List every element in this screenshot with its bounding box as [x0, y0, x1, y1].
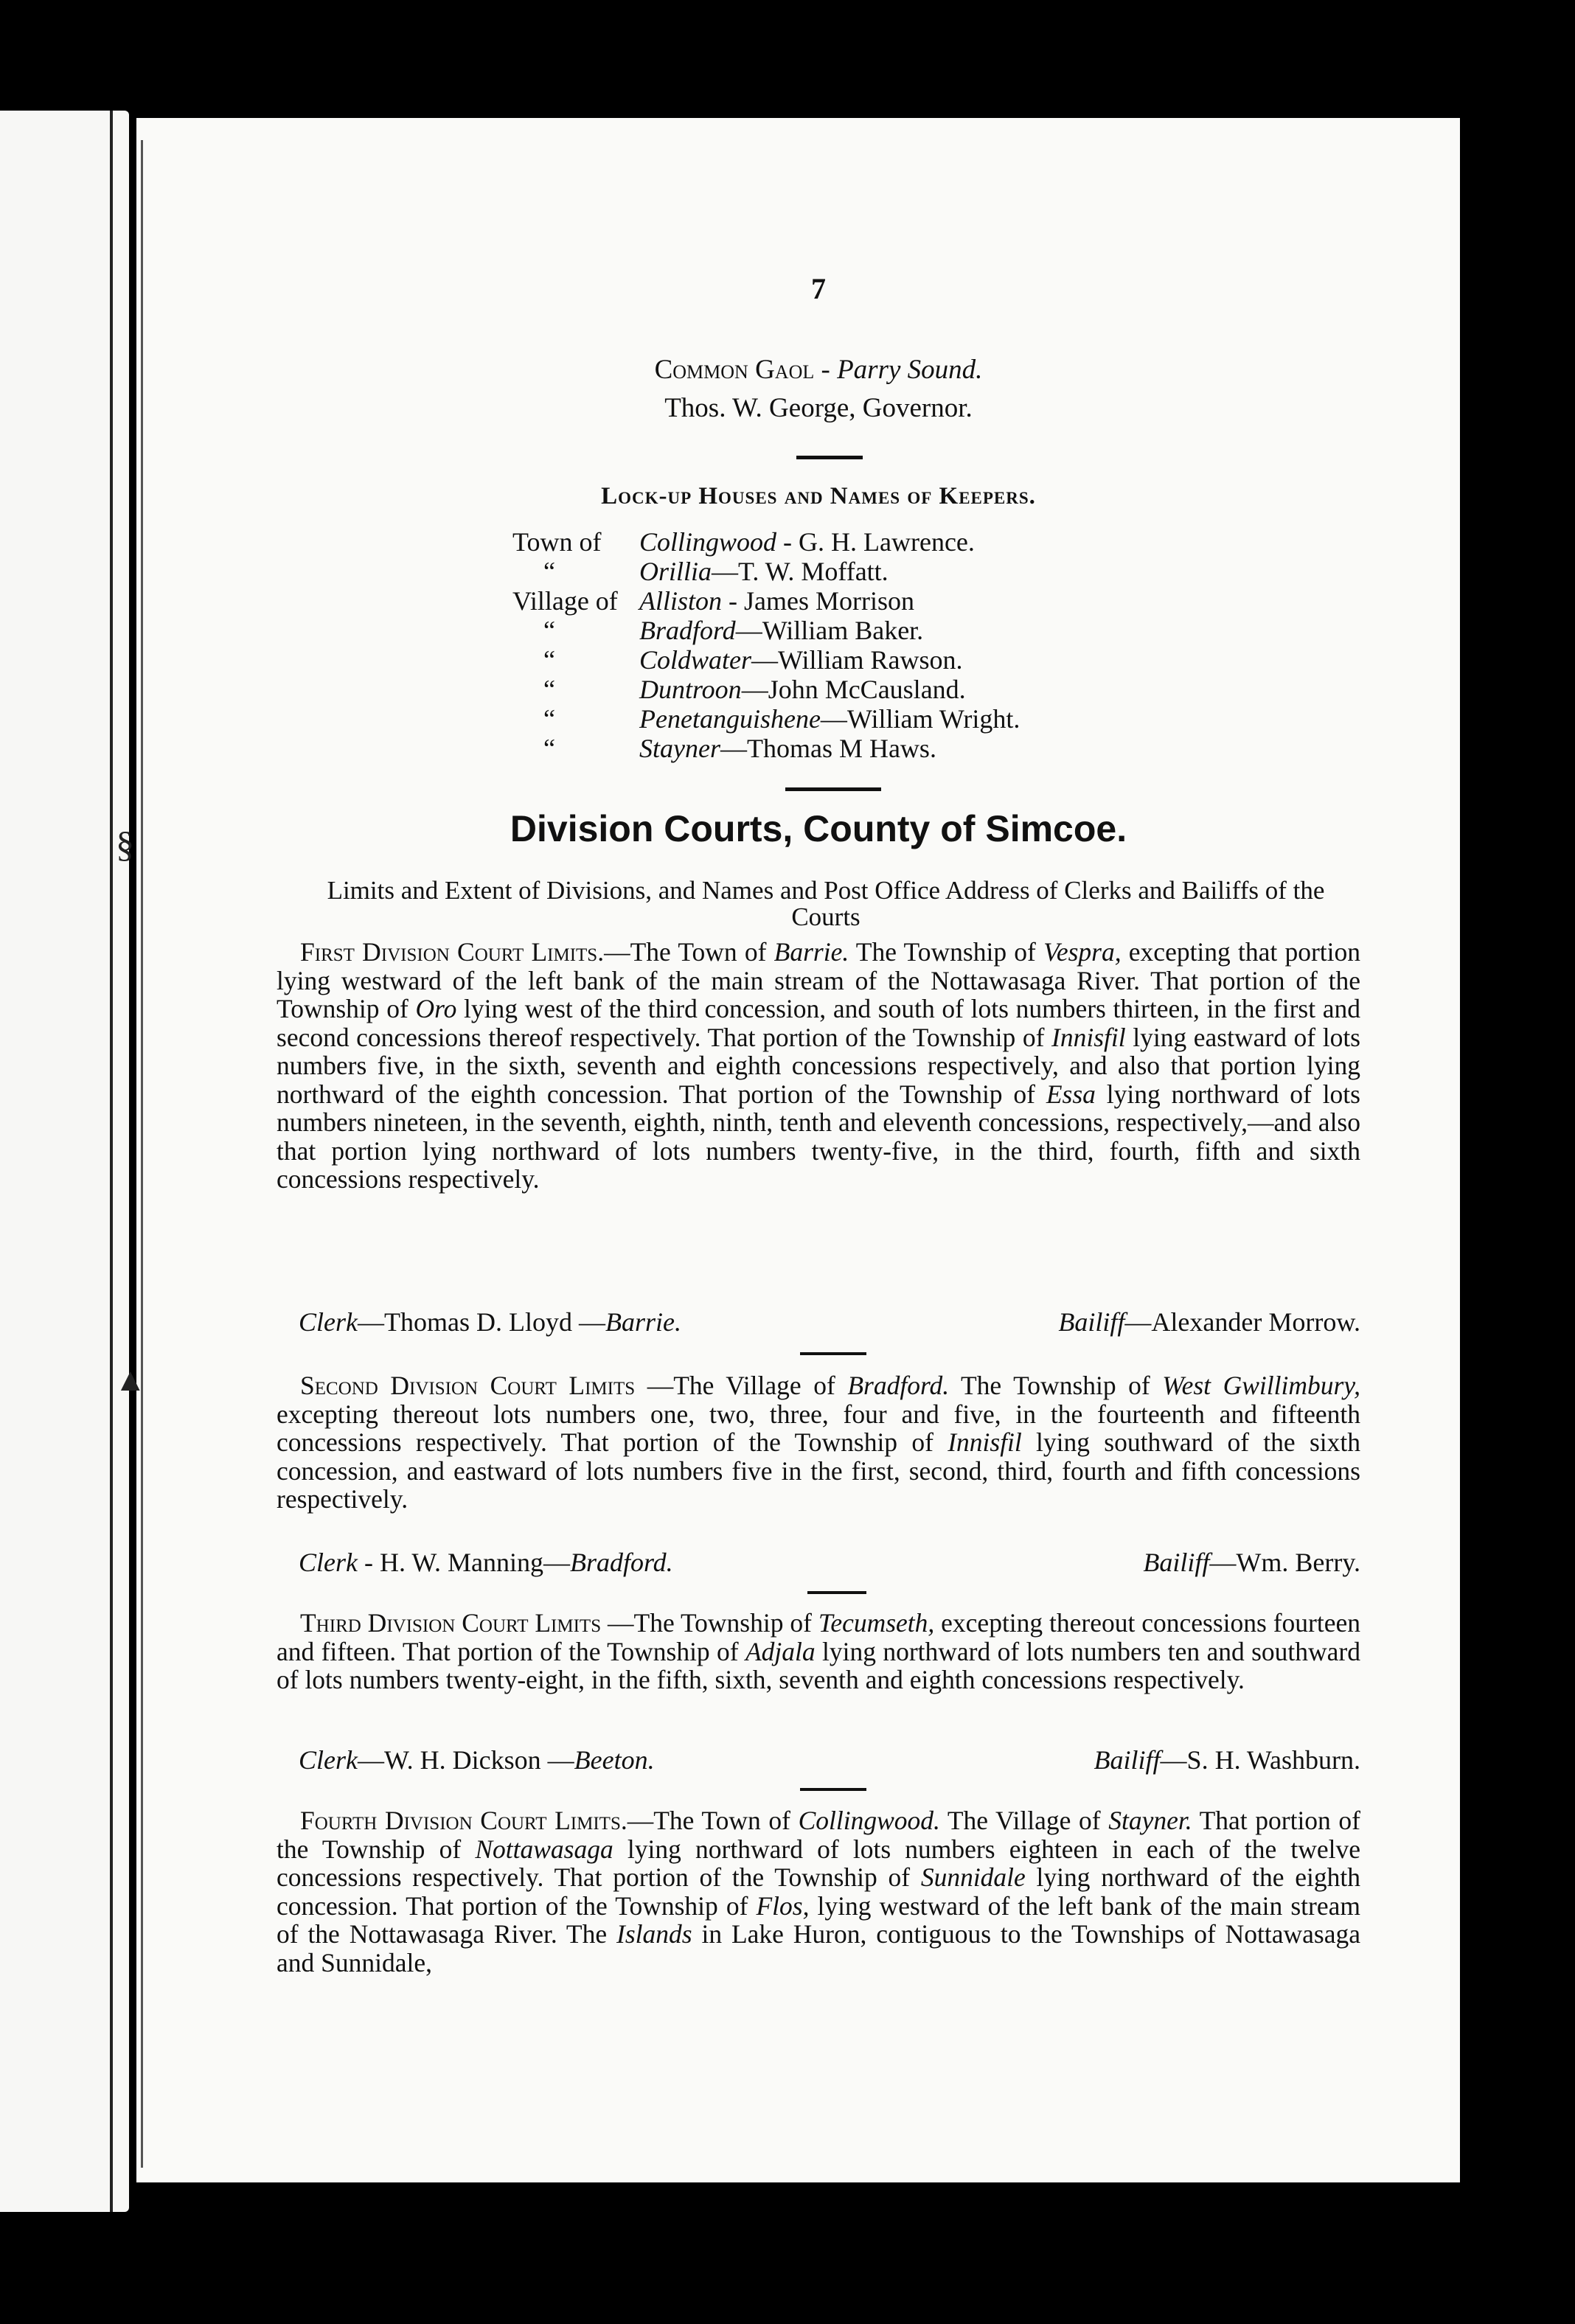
keeper-prefix: “ — [543, 616, 555, 645]
clerk-name: - H. W. Manning— — [357, 1548, 570, 1577]
text-run: The Township of — [949, 1371, 1163, 1400]
text-run: excepting thereout concessions fourteen and fifteen. That portion of the Township of — [277, 1608, 1360, 1666]
text-run: in Lake Huron, contiguous to the Townships of Nottawasaga and Sunnidale, — [277, 1919, 1360, 1977]
keeper-row — [512, 675, 1324, 704]
text-run: —The Town of — [627, 1806, 799, 1835]
clerk-name: —Thomas D. Lloyd — — [357, 1307, 605, 1337]
keeper-prefix: Village of — [512, 586, 618, 616]
keeper-prefix: “ — [543, 734, 555, 763]
place-name: Adjala — [745, 1636, 816, 1666]
text-run: lying west of the third concession, and south of lots numbers thirteen, in the first and second concessions thereof respectively. That portion of the Township of — [277, 994, 1361, 1052]
text-run: excepting that portion lying westward of the left bank of the main stream of the Nottawasaga River. That portion of the Township of — [277, 937, 1360, 1023]
keeper-prefix: “ — [543, 557, 555, 586]
division-heading: Second Division Court Limits — [300, 1371, 636, 1400]
keeper-place: Collingwood — [639, 527, 777, 557]
text-run: That portion of the Township of — [277, 1806, 1360, 1864]
clerk-place: Beeton. — [574, 1745, 655, 1775]
division-heading: First Division Court Limits. — [300, 937, 605, 967]
text-run: lying northward of lots numbers nineteen, in the seventh, eighth, ninth, tenth and eleventh concessions, respectively,—and also that portion lying northward of lots numbers twenty-five, in the third, fourth, fifth and sixth concessions respectively. — [277, 1079, 1360, 1194]
division-paragraph — [277, 1371, 1360, 1514]
gaol-governor: Thos. W. George, Governor. — [664, 393, 973, 423]
place-name: West Gwillimbury, — [1162, 1371, 1360, 1400]
clerk-place: Barrie. — [605, 1307, 681, 1337]
keeper-name: —T. W. Moffatt. — [712, 557, 889, 586]
bailiff-name: —S. H. Washburn. — [1160, 1745, 1360, 1775]
keeper-row — [512, 527, 1324, 557]
text-run: —The Town of — [604, 937, 774, 967]
divider — [800, 1788, 866, 1791]
bailiff-label: Bailiff — [1094, 1745, 1161, 1775]
binding-arrow: ▲ — [114, 1362, 147, 1398]
text-run: lying northward of lots numbers eighteen in each of the twelve concessions respectively. That portion of the Township of — [277, 1834, 1360, 1892]
lockup-heading: Lock-up Houses and Names of Keepers. — [601, 483, 1036, 509]
clerk-label: Clerk — [299, 1307, 358, 1337]
place-name: Islands — [616, 1919, 692, 1949]
keeper-place: Coldwater — [639, 645, 752, 675]
division-heading: Third Division Court Limits — [300, 1608, 602, 1638]
bailiff-label: Bailiff — [1143, 1548, 1210, 1577]
text-run: lying southward of the sixth concession, and eastward of lots numbers five in the first, second, third, fourth and fifth concessions respectively. — [277, 1427, 1360, 1514]
division-paragraph — [277, 938, 1360, 1194]
clerk-label: Clerk — [299, 1745, 358, 1775]
page-fold — [110, 111, 113, 2212]
gaol-label: Common Gaol - — [654, 355, 830, 385]
division-paragraph — [277, 1806, 1360, 1977]
clerk-line — [299, 1307, 1360, 1337]
place-name: Collingwood. — [798, 1806, 940, 1835]
keeper-place: Stayner — [639, 734, 720, 763]
division-text — [277, 937, 1360, 1194]
keeper-place: Orillia — [639, 557, 712, 586]
keeper-name: —William Baker. — [735, 616, 924, 645]
text-run: lying westward of the left bank of the main stream of the Nottawasaga River. The — [277, 1890, 1360, 1949]
place-name: Flos, — [756, 1890, 810, 1921]
place-name: Tecumseth, — [818, 1608, 935, 1638]
place-name: Stayner. — [1108, 1806, 1192, 1835]
text-run: lying northward of the eighth concession. That portion of the Township of — [277, 1862, 1360, 1921]
keeper-name: —William Wright. — [820, 704, 1021, 734]
text-run: The Township of — [849, 937, 1044, 967]
keeper-prefix: “ — [543, 704, 555, 734]
place-name: Vespra, — [1043, 937, 1122, 967]
keeper-name: —John McCausland. — [741, 675, 966, 704]
text-run: —The Township of — [601, 1608, 818, 1638]
clerk-name: —W. H. Dickson — — [357, 1745, 574, 1775]
divider — [800, 1352, 866, 1355]
keeper-row — [512, 616, 1324, 645]
text-run: lying eastward of lots numbers five, in the sixth, seventh and eighth concessions respectively, and also that portion lying northward of the eighth concession. That portion of the Township of — [277, 1022, 1360, 1109]
bailiff — [1094, 1744, 1360, 1775]
bailiff — [1058, 1307, 1360, 1337]
keeper-place: Penetanguishene — [639, 704, 821, 734]
place-name: Innisfil — [948, 1427, 1022, 1457]
keeper-row — [512, 557, 1324, 586]
gaol-place: Parry Sound. — [837, 355, 983, 385]
divider — [785, 787, 881, 791]
keeper-prefix: “ — [543, 645, 555, 675]
page-title: Division Courts, County of Simcoe. — [510, 808, 1127, 849]
division-heading: Fourth Division Court Limits. — [300, 1806, 627, 1835]
place-name: Oro — [415, 994, 457, 1023]
keeper-place: Alliston — [639, 586, 723, 616]
place-name: Nottawasaga — [475, 1834, 613, 1864]
place-name: Essa — [1046, 1079, 1096, 1109]
clerk-label: Clerk — [299, 1548, 358, 1577]
bailiff-label: Bailiff — [1058, 1307, 1125, 1337]
clerk-place: Bradford. — [569, 1548, 673, 1577]
gaol-heading — [277, 354, 1360, 386]
place-name: Sunnidale — [920, 1862, 1026, 1892]
keeper-name: —William Rawson. — [751, 645, 963, 675]
divider — [796, 456, 863, 459]
text-run: excepting thereout lots numbers one, two, three, four and five, in the fourteenth and fifteenth concessions respectively. That portion of the Township of — [277, 1399, 1360, 1457]
book-page — [114, 118, 1460, 2182]
keeper-name: - James Morrison — [722, 586, 914, 616]
page-subtitle: Limits and Extent of Divisions, and Names and Post Office Address of Clerks and Bailiffs of the Courts — [327, 876, 1325, 931]
text-run: —The Village of — [635, 1371, 848, 1400]
divider — [807, 1591, 866, 1594]
bailiff — [1143, 1547, 1360, 1578]
keeper-row — [512, 645, 1324, 675]
text-run: lying northward of lots numbers ten and southward of lots numbers twenty-eight, in the fifth, sixth, seventh and eighth concessions respectively. — [277, 1636, 1360, 1694]
clerk-line — [299, 1547, 1360, 1578]
bailiff-name: —Alexander Morrow. — [1124, 1307, 1360, 1337]
keeper-row — [512, 734, 1324, 763]
bailiff-name: —Wm. Berry. — [1209, 1548, 1360, 1577]
binding-mark: § — [116, 824, 134, 865]
keeper-row — [512, 586, 1324, 616]
keepers-list — [512, 527, 1324, 763]
keeper-place: Duntroon — [639, 675, 742, 704]
keeper-name: - G. H. Lawrence. — [776, 527, 975, 557]
keeper-name: —Thomas M Haws. — [720, 734, 936, 763]
keeper-place: Bradford — [639, 616, 736, 645]
clerk-line — [299, 1744, 1360, 1775]
keeper-prefix: Town of — [512, 527, 602, 557]
facing-page — [0, 111, 129, 2212]
place-name: Bradford. — [847, 1371, 950, 1400]
page-number: 7 — [811, 272, 826, 305]
division-paragraph — [277, 1609, 1360, 1694]
keeper-prefix: “ — [543, 675, 555, 704]
gutter-line — [141, 140, 143, 2168]
keeper-row — [512, 704, 1324, 734]
text-run: The Village of — [939, 1806, 1109, 1835]
place-name: Barrie. — [773, 937, 849, 967]
place-name: Innisfil — [1051, 1022, 1126, 1052]
